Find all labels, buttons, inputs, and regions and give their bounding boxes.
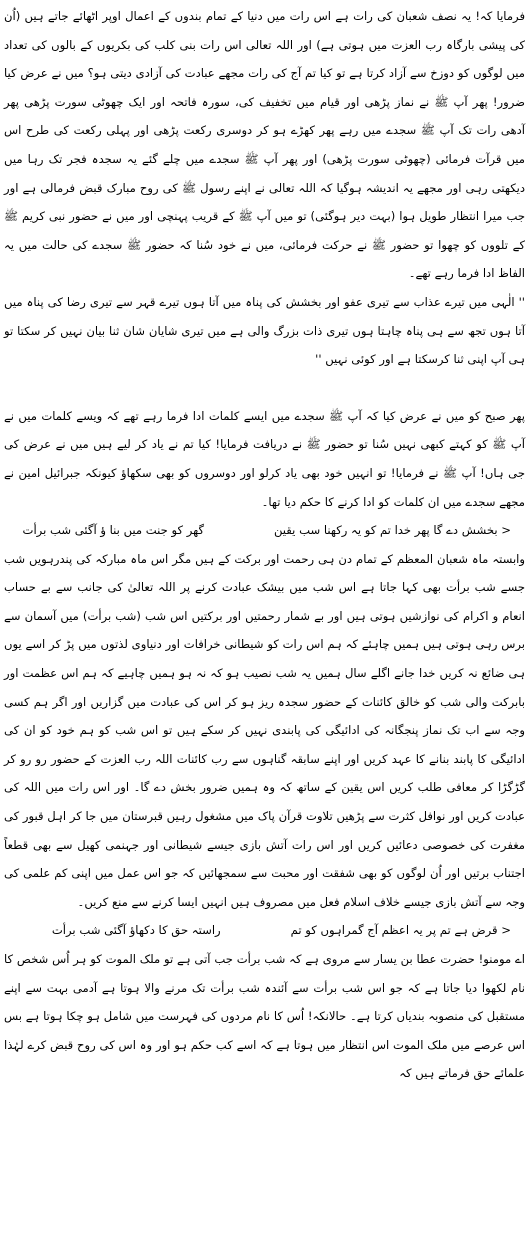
paragraph-angel-of-death: اے مومنو! حضرت عطا بن یسار سے مروی ہے کہ شب برأت جب آتی ہے تو ملک الموت کو ہر اُس شخص کا نام لکھوا دیا جاتا ہے کہ جو اس شب برأت سے آئندہ شب برأت تک مرنے والا ہوتا ہے آدمی بہت سے اپنے مستقبل کی منصوبہ بندیاں کرتا ہے۔ حالانکہ! اُس کا نام مردوں کی فہرست میں شامل ہو چکا ہوتا ہے بس اس عرصے میں ملک الموت اس انتظار میں ہوتا ہے کہ اسے کب حکم ہو اور وہ اس کی روح قبض کرے لہٰذا علمائے حق فرماتے ہیں کہ <box>4 952 525 1081</box>
paragraph-spacer <box>4 374 525 402</box>
couplet-1-first-line: < بخشش دے گا پھر خدا تم کو یہ رکھنا سب یقین <box>273 523 511 538</box>
couplet-2-second-line: راستہ حق کا دکھاؤ آگئی شب برأت <box>51 923 221 938</box>
couplet-1-second-line: گھر کو جنت میں بنا ؤ آگئی شب برأت <box>22 523 204 538</box>
paragraph-morning-inquiry: پھر صبح کو میں نے عرض کیا کہ آپ ﷺ سجدے میں ایسے کلمات ادا فرما رہے تھے کہ ویسے کلمات میں نے آپ ﷺ کو کہتے کبھی نہیں سُنا تو حضور ﷺ نے دریافت فرمایا! کیا تم نے یاد کر لیے ہیں میں نے عرض کی جی ہاں! آپ ﷺ نے فرمایا! تو انہیں خود بھی یاد کرلو اور دوسروں کو بھی سکھاؤ کیونکہ جبرائیل امین نے مجھے سجدے میں ان کلمات کو ادا کرنے کا حکم دیا تھا۔ <box>4 408 525 509</box>
paragraph-shab-e-barat-virtues: وابستہ ماہ شعبان المعظم کے تمام دن ہی رحمت اور برکت کے ہیں مگر اس ماہ مبارکہ کی پندرہویں شب جسے شب برأت بھی کہا جاتا ہے اس شب میں بیشک عبادت کرنے پر اللہ تعالیٰ کی جانب سے بے حساب انعام و اکرام کی نوازشیں ہوتی ہیں اور بے شمار رحمتیں اور برکتیں اس شب (شب برأت) میں آسمان سے برس رہی ہوتی ہیں ہمیں چاہئے کہ ہم اس رات کو شیطانی خرافات اور دنیاوی لذتوں میں پڑ کر اسے یوں ہی ضائع نہ کریں خدا جانے اگلے سال ہمیں یہ شب نصیب ہو کہ نہ ہو ہمیں چاہیے کہ ہم اس عظمت اور بابرکت والی شب کو خالق کائنات کے حضور سجدہ ریز ہو کر اس کی عبادت میں گزاریں اور اگر ہم کسی وجہ سے اب تک نماز پنجگانہ کی ادائیگی کی پابندی نہیں کر سکے ہیں تو اس شب کو ہم خود کو ان کی ادائیگی کا پابند بنانے کا عہد کریں اور اپنے سابقہ گناہوں سے رب کائنات اللہ رب العزت کے حضور رو رو کر گڑگڑا کر معافی طلب کریں اس یقین کے ساتھ کہ وہ ہمیں ضرور بخش دے گا۔ اور اس رات میں اللہ کی عبادت کریں اور نوافل کثرت سے پڑھیں تلاوت قرآن پاک میں مشغول رہیں قبرستان میں جا کر اہل قبور کی مغفرت کی خصوصی دعائیں کریں اور اس رات آتش بازی جیسے شیطانی اور جہنمی کھیل سے بھی قطعاً اجتناب برتیں اور اُن لوگوں کو بھی شفقت اور محبت سے سمجھائیں کہ جو اس عمل میں اپنی کم علمی کی وجہ سے آتش بازی جیسے خلاف اسلام فعل میں مصروف ہیں انہیں ایسا کرنے سے منع کریں۔ <box>4 551 525 909</box>
paragraph-hadith-narration: فرمایا کہ! یہ نصف شعبان کی رات ہے اس رات میں دنیا کے تمام بندوں کے اعمال اوپر اٹھائے جاتے ہیں (اُن کی پیشی بارگاہ رب العزت میں ہوتی ہے) اور اللہ تعالی اس رات بنی کلب کی بکریوں کے بالوں کی تعداد میں لوگوں کو دوزخ سے آزاد کرتا ہے تو کیا تم آج کی رات مجھے عبادت کی آزادی دیتی ہو؟ میں نے عرض کیا ضرور! پھر آپ ﷺ نے نماز پڑھی اور قیام میں تخفیف کی، سورہ فاتحہ اور ایک چھوٹی سورت پڑھی پھر آدھی رات تک آپ ﷺ سجدے میں رہے پھر کھڑے ہو کر دوسری رکعت پڑھی اور پہلی رکعت کی طرح اس میں قرآت فرمائی (چھوٹی سورت پڑھی) اور پھر آپ ﷺ سجدے میں چلے گئے یہ سجدہ فجر تک رہا میں دیکھتی رہی اور مجھے یہ اندیشہ ہوگیا کہ اللہ تعالی نے اپنے رسول ﷺ کی روح مبارک قبض فرمالی ہے اور جب میرا انتظار طویل ہوا (بہت دیر ہوگئی) تو میں آپ ﷺ کے قریب پہنچی اور میں نے حضور نبی کریم ﷺ کے تلووں کو چھوا تو حضور ﷺ نے حرکت فرمائی، میں نے خود سُنا کہ حضور ﷺ سجدے کی حالت میں یہ الفاظ ادا فرما رہے تھے۔ <box>4 9 525 281</box>
poetry-couplet-2 <box>4 916 525 945</box>
couplet-2-first-line: < قرض ہے تم پر یہ اعظم آج گمراہوں کو تم <box>290 923 511 938</box>
paragraph-supplication-quote: '' الٰہی میں تیرے عذاب سے تیری عفو اور بخشش کی پناہ میں آتا ہوں تیرے قہر سے تیری رضا کی پناہ میں آتا ہوں تجھ سے ہی پناہ چاہتا ہوں تیری ذات بزرگ والی ہے میں تیری شایان شان ثنا بیان نہیں کر سکتا تو ہی آپ اپنی ثنا کرسکتا ہے اور کوئی نہیں '' <box>4 294 525 367</box>
poetry-couplet-1 <box>4 516 525 545</box>
